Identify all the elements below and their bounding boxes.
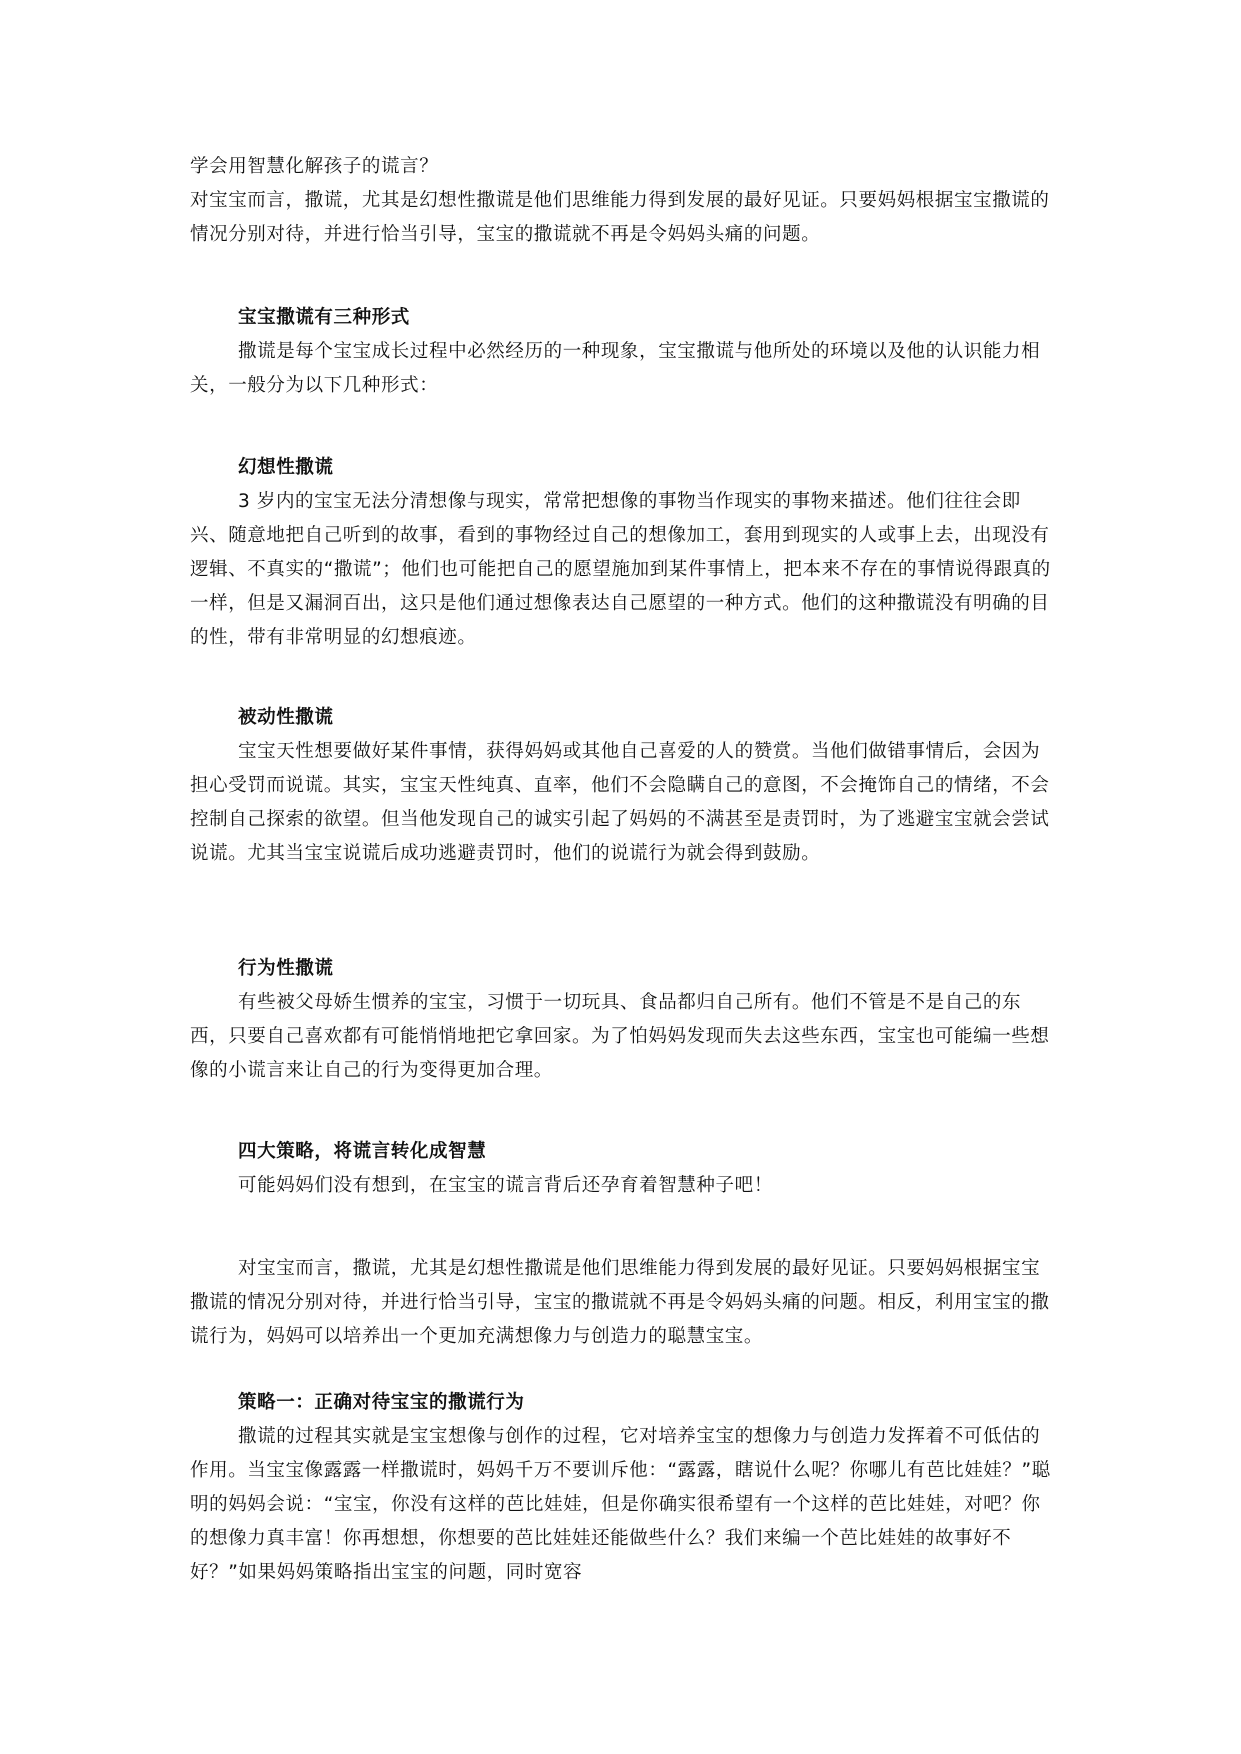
section-passive [190,701,1058,871]
summary-block [190,1252,1058,1354]
section-body-forms: 撒谎是每个宝宝成长过程中必然经历的一种现象，宝宝撒谎与他所处的环境以及他的认识能力相关，一般分为以下几种形式： [190,341,1041,396]
section-body-strategy-one: 撒谎的过程其实就是宝宝想像与创作的过程，它对培养宝宝的想像力与创造力发挥着不可低估的作用。当宝宝像露露一样撒谎时，妈妈千万不要训斥他：“露露，瞎说什么呢？你哪儿有芭比娃娃？”聪明的妈妈会说：“宝宝，你没有这样的芭比娃娃，但是你确实很希望有一个这样的芭比娃娃，对吧？你的想像力真丰富！你再想想，你想要的芭比娃娃还能做些什么？我们来编一个芭比娃娃的故事好不好？”如果妈妈策略指出宝宝的问题，同时宽容 [190,1426,1051,1583]
section-heading-strategies: 四大策略，将谎言转化成智慧 [238,1141,487,1162]
document-title: 学会用智慧化解孩子的谎言？ [190,156,439,177]
section-strategies [190,1135,1058,1203]
section-heading-passive: 被动性撒谎 [238,707,334,728]
section-body-passive: 宝宝天性想要做好某件事情，获得妈妈或其他自己喜爱的人的赞赏。当他们做错事情后，会因为担心受罚而说谎。其实，宝宝天性纯真、直率，他们不会隐瞒自己的意图，不会掩饰自己的情绪，不会控制自己探索的欲望。但当他发现自己的诚实引起了妈妈的不满甚至是责罚时，为了逃避宝宝就会尝试说谎。尤其当宝宝说谎后成功逃避责罚时，他们的说谎行为就会得到鼓励。 [190,741,1050,864]
intro-block [190,150,1058,252]
section-heading-strategy-one: 策略一：正确对待宝宝的撒谎行为 [238,1392,525,1413]
section-heading-fantasy: 幻想性撒谎 [238,457,334,478]
section-forms [190,301,1058,403]
section-heading-behavior: 行为性撒谎 [238,958,334,979]
section-body-strategies: 可能妈妈们没有想到，在宝宝的谎言背后还孕育着智慧种子吧！ [238,1175,773,1196]
section-behavior [190,952,1058,1088]
summary-paragraph: 对宝宝而言，撒谎，尤其是幻想性撒谎是他们思维能力得到发展的最好见证。只要妈妈根据宝宝撒谎的情况分别对待，并进行恰当引导，宝宝的撒谎就不再是令妈妈头痛的问题。相反，利用宝宝的撒谎行为，妈妈可以培养出一个更加充满想像力与创造力的聪慧宝宝。 [190,1258,1050,1347]
intro-paragraph: 对宝宝而言，撒谎，尤其是幻想性撒谎是他们思维能力得到发展的最好见证。只要妈妈根据宝宝撒谎的情况分别对待，并进行恰当引导，宝宝的撒谎就不再是令妈妈头痛的问题。 [190,190,1050,245]
section-body-behavior: 有些被父母娇生惯养的宝宝，习惯于一切玩具、食品都归自己所有。他们不管是不是自己的东西，只要自己喜欢都有可能悄悄地把它拿回家。为了怕妈妈发现而失去这些东西，宝宝也可能编一些想像的小谎言来让自己的行为变得更加合理。 [190,992,1050,1081]
section-fantasy [190,451,1058,655]
section-body-fantasy: 3 岁内的宝宝无法分清想像与现实，常常把想像的事物当作现实的事物来描述。他们往往会即兴、随意地把自己听到的故事，看到的事物经过自己的想像加工，套用到现实的人或事上去，出现没有逻辑、不真实的“撒谎”；他们也可能把自己的愿望施加到某件事情上，把本来不存在的事情说得跟真的一样，但是又漏洞百出，这只是他们通过想像表达自己愿望的一种方式。他们的这种撒谎没有明确的目的性，带有非常明显的幻想痕迹。 [190,491,1051,648]
section-heading-forms: 宝宝撒谎有三种形式 [238,307,410,328]
section-strategy-one [190,1386,1058,1590]
